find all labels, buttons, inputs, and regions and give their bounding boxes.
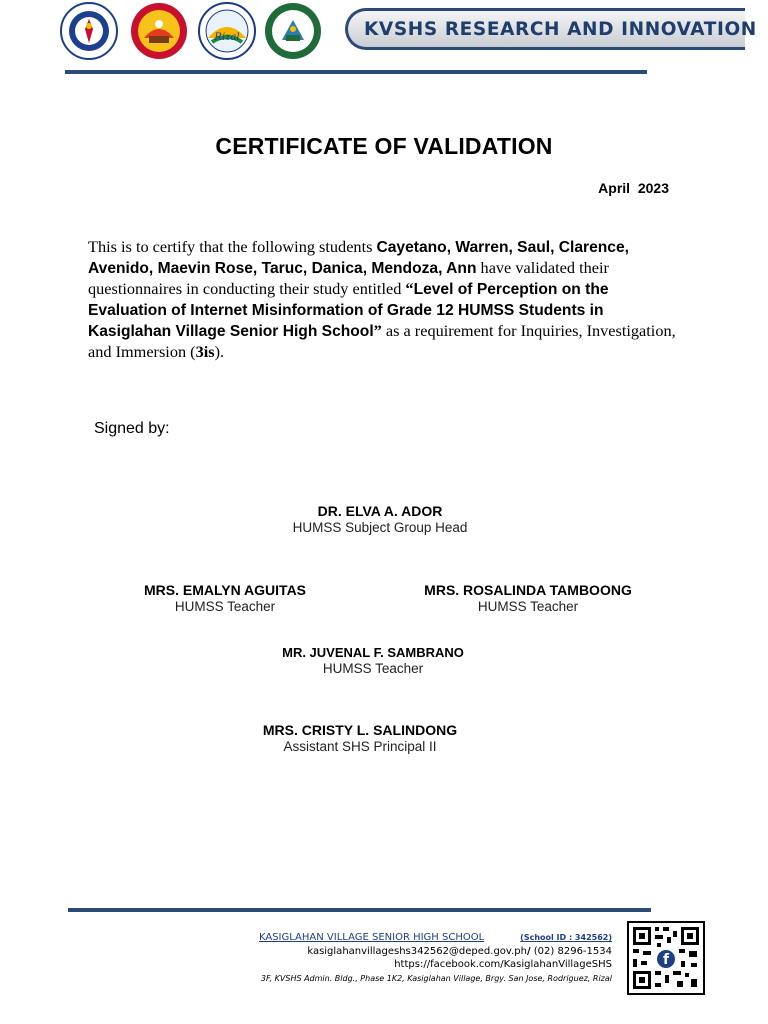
body-requirement: as a requirement for Inquiries, Investigation, and Immersion ( — [88, 321, 676, 361]
signed-by-label: Signed by: — [94, 420, 170, 437]
header-divider — [65, 70, 647, 74]
close-quote: ” — [373, 321, 382, 340]
page-title: CERTIFICATE OF VALIDATION — [215, 133, 553, 159]
footer-contact — [259, 931, 612, 985]
footer-divider — [68, 908, 651, 912]
body-middle: have validated their questionnaires in conducting their study entitled — [88, 258, 609, 298]
kvshs-school-seal-icon — [264, 2, 322, 60]
signatory-role: HUMSS Teacher — [174, 599, 276, 614]
signatory-principal — [235, 722, 485, 754]
signatory-name: MRS. CRISTY L. SALINDONG — [262, 722, 458, 738]
footer-email: kasiglahanvillageshs342562@deped.gov.ph — [307, 945, 527, 957]
signatory-group-head — [265, 503, 495, 535]
signatory-name: DR. ELVA A. ADOR — [317, 503, 443, 519]
signatory-name: MRS. ROSALINDA TAMBOONG — [424, 582, 632, 598]
qr-code-icon — [627, 921, 705, 995]
footer-separator: / — [526, 945, 531, 957]
study-title: Level of Perception on the Evaluation of Internet Misinformation of Grade 12 HUMSS Students in Kasiglahan Village Senior High School — [88, 281, 609, 340]
student-names: Cayetano, Warren, Saul, Clarence, Avenido, Maevin Rose, Taruc, Danica, Mendoza, Ann — [88, 239, 629, 277]
footer-address: 3F, KVSHS Admin. Bldg., Phase 1K2, Kasiglahan Village, Brgy. San Jose, Rodriguez, Rizal — [260, 973, 612, 983]
body-end: ). — [214, 342, 225, 361]
signatory-name: MR. JUVENAL F. SAMBRANO — [282, 645, 464, 660]
deped-seal-icon — [60, 2, 118, 60]
research-banner — [345, 8, 757, 50]
deped-division-seal-icon — [130, 2, 188, 60]
open-quote: “ — [405, 279, 414, 298]
body-intro: This is to certify that the following students — [88, 237, 377, 256]
footer-phone: (02) 8296-1534 — [530, 945, 612, 957]
course-code: 3is — [195, 342, 215, 361]
signatory-role: HUMSS Subject Group Head — [292, 520, 468, 535]
signatory-teacher-3 — [258, 645, 488, 676]
footer-facebook[interactable]: https://facebook.com/KasiglahanVillageSHS — [394, 959, 612, 970]
certificate-body — [88, 237, 678, 362]
banner-title: KVSHS RESEARCH AND INNOVATION — [364, 18, 757, 40]
signatory-teacher-1 — [120, 582, 330, 614]
rizal-division-seal-icon — [198, 2, 256, 60]
document-date: April 2023 — [598, 180, 669, 196]
footer-school-id: (School ID : 342562) — [520, 933, 612, 942]
footer-school-name: KASIGLAHAN VILLAGE SENIOR HIGH SCHOOL — [258, 932, 485, 943]
svg-text:f: f — [662, 952, 670, 968]
signatory-role: HUMSS Teacher — [477, 599, 579, 614]
signatory-name: MRS. EMALYN AGUITAS — [143, 582, 307, 598]
signatory-role: Assistant SHS Principal II — [283, 739, 437, 754]
signatory-teacher-2 — [403, 582, 653, 614]
rizal-logo-text: Rizal — [214, 32, 240, 43]
signatory-role: HUMSS Teacher — [322, 661, 424, 676]
